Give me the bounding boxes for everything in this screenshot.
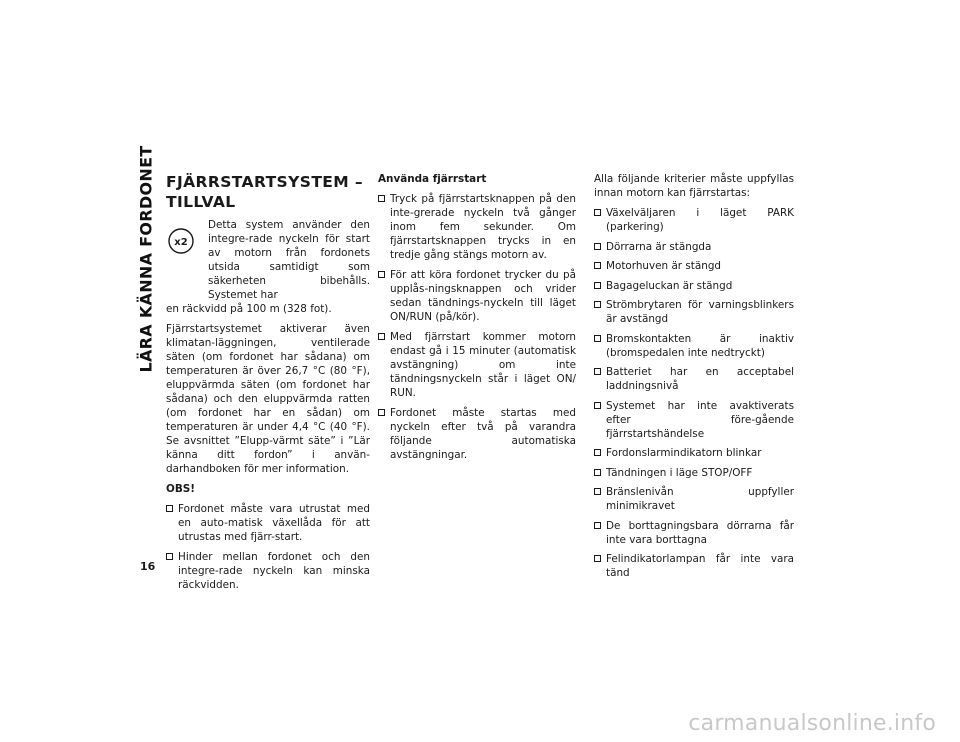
list-item bbox=[378, 268, 576, 324]
criteria-intro: Alla följande kriterier måste uppfyllas innan motorn kan fjärrstartas: bbox=[594, 173, 794, 199]
list-item-text: Med fjärrstart kommer motorn endast gå i 15 minuter (automatisk avstängning) om inte tändningsnyckeln står i läget ON/ RUN. bbox=[390, 331, 576, 399]
list-item-text: Tryck på fjärrstartsknappen på den inte-grerade nyckeln två gånger inom fem sekunder. Om fjärrstartsknappen trycks in en tredje gång stängs motorn av. bbox=[390, 193, 576, 261]
list-item-text: Bagageluckan är stängd bbox=[606, 279, 733, 292]
heading-line-2: TILLVAL bbox=[166, 193, 236, 211]
usage-list bbox=[378, 192, 576, 462]
paragraph-climate: Fjärrstartsystemet aktiverar även klimatan-läggningen, ventilerade säten (om fordonet har sådana) om temperaturen är över 26,7 °C (80 °F), eluppvärmda säten (om fordonet har sådana) och den eluppvärmda ratten (om fordonet har en sådan) om temperaturen är under 4,4 °C (40 °F). Se avsnittet ”Elupp-värmt säte” i ”Lär känna ditt fordon” i använ-darhandboken för mer information. bbox=[166, 323, 370, 475]
list-item bbox=[594, 298, 794, 326]
intro-rest: en räckvidd på 100 m (328 fot). bbox=[166, 303, 332, 315]
checkbox-bullet-icon bbox=[594, 555, 601, 562]
checkbox-bullet-icon bbox=[594, 301, 601, 308]
list-item bbox=[594, 240, 794, 254]
checkbox-bullet-icon bbox=[594, 449, 601, 456]
list-item-text: Felindikatorlampan får inte vara tänd bbox=[606, 553, 794, 579]
checkbox-bullet-icon bbox=[594, 488, 601, 495]
checkbox-bullet-icon bbox=[166, 553, 173, 560]
section-side-title bbox=[134, 145, 158, 373]
checkbox-bullet-icon bbox=[594, 209, 601, 216]
list-item bbox=[378, 330, 576, 400]
column-2 bbox=[378, 172, 576, 468]
list-item bbox=[594, 466, 794, 480]
list-item-text: Bromskontakten är inaktiv (bromspedalen inte nedtryckt) bbox=[606, 332, 794, 359]
column-3 bbox=[594, 172, 794, 586]
checkbox-bullet-icon bbox=[594, 522, 601, 529]
list-item bbox=[594, 206, 794, 234]
icon-label: x2 bbox=[174, 237, 188, 248]
note-label: OBS! bbox=[166, 483, 195, 495]
list-item-text: För att köra fordonet trycker du på upplås-ningsknappen och vrider sedan tändnings-nyckeln till läget ON/RUN (på/kör). bbox=[390, 269, 576, 323]
checkbox-bullet-icon bbox=[594, 262, 601, 269]
list-item bbox=[594, 519, 794, 547]
note-list bbox=[166, 502, 370, 592]
list-item bbox=[594, 259, 794, 273]
checkbox-bullet-icon bbox=[594, 335, 601, 342]
subheading-using-remote-start: Använda fjärrstart bbox=[378, 173, 487, 185]
checkbox-bullet-icon bbox=[594, 402, 601, 409]
list-item bbox=[166, 550, 370, 592]
list-item-text: Tändningen i läge STOP/OFF bbox=[606, 466, 753, 479]
list-item-text: Hinder mellan fordonet och den integre-rade nyckeln kan minska räckvidden. bbox=[178, 551, 370, 591]
heading-line-1: FJÄRRSTARTSYSTEM – bbox=[166, 173, 364, 191]
checkbox-bullet-icon bbox=[166, 505, 173, 512]
column-1 bbox=[166, 172, 370, 598]
list-item-text: Bränslenivån uppfyller minimikravet bbox=[606, 486, 794, 512]
section-side-title-text: LÄRA KÄNNA FORDONET bbox=[136, 145, 156, 373]
checkbox-bullet-icon bbox=[594, 469, 601, 476]
list-item bbox=[378, 192, 576, 262]
criteria-list bbox=[594, 206, 794, 580]
double-press-icon bbox=[168, 228, 194, 254]
list-item-text: Strömbrytaren för varningsblinkers är avstängd bbox=[606, 299, 794, 325]
page-number: 16 bbox=[140, 560, 156, 573]
list-item bbox=[594, 399, 794, 441]
list-item bbox=[594, 446, 794, 460]
list-item bbox=[594, 279, 794, 293]
checkbox-bullet-icon bbox=[378, 409, 385, 416]
list-item-text: Fordonet måste vara utrustat med en auto-matisk växellåda för att utrustas med fjärr-start. bbox=[178, 503, 370, 543]
section-heading bbox=[166, 172, 370, 212]
list-item bbox=[378, 406, 576, 462]
checkbox-bullet-icon bbox=[378, 195, 385, 202]
intro-beside-icon: Detta system använder den integre-rade nyckeln för start av motorn från fordonets utsida samtidigt som säkerheten bibehålls. Systemet har bbox=[208, 219, 370, 301]
list-item-text: Dörrarna är stängda bbox=[606, 240, 712, 253]
list-item-text: Systemet har inte avaktiverats efter före-gående fjärrstartshändelse bbox=[606, 399, 794, 440]
list-item-text: Fordonslarmindikatorn blinkar bbox=[606, 447, 762, 459]
list-item-text: Motorhuven är stängd bbox=[606, 260, 722, 272]
list-item bbox=[594, 552, 794, 580]
list-item bbox=[594, 485, 794, 513]
list-item bbox=[594, 365, 794, 393]
checkbox-bullet-icon bbox=[378, 333, 385, 340]
list-item-text: De borttagningsbara dörrarna får inte vara borttagna bbox=[606, 519, 794, 546]
list-item-text: Växelväljaren i läget PARK (parkering) bbox=[606, 207, 794, 233]
list-item bbox=[166, 502, 370, 544]
intro-with-icon bbox=[166, 218, 370, 302]
checkbox-bullet-icon bbox=[594, 282, 601, 289]
checkbox-bullet-icon bbox=[594, 368, 601, 375]
watermark: carmanualsonline.info bbox=[688, 711, 936, 736]
checkbox-bullet-icon bbox=[378, 271, 385, 278]
list-item-text: Batteriet har en acceptabel laddningsnivå bbox=[606, 366, 794, 392]
list-item-text: Fordonet måste startas med nyckeln efter två på varandra följande automatiska avstängningar. bbox=[390, 407, 576, 461]
checkbox-bullet-icon bbox=[594, 243, 601, 250]
list-item bbox=[594, 332, 794, 360]
